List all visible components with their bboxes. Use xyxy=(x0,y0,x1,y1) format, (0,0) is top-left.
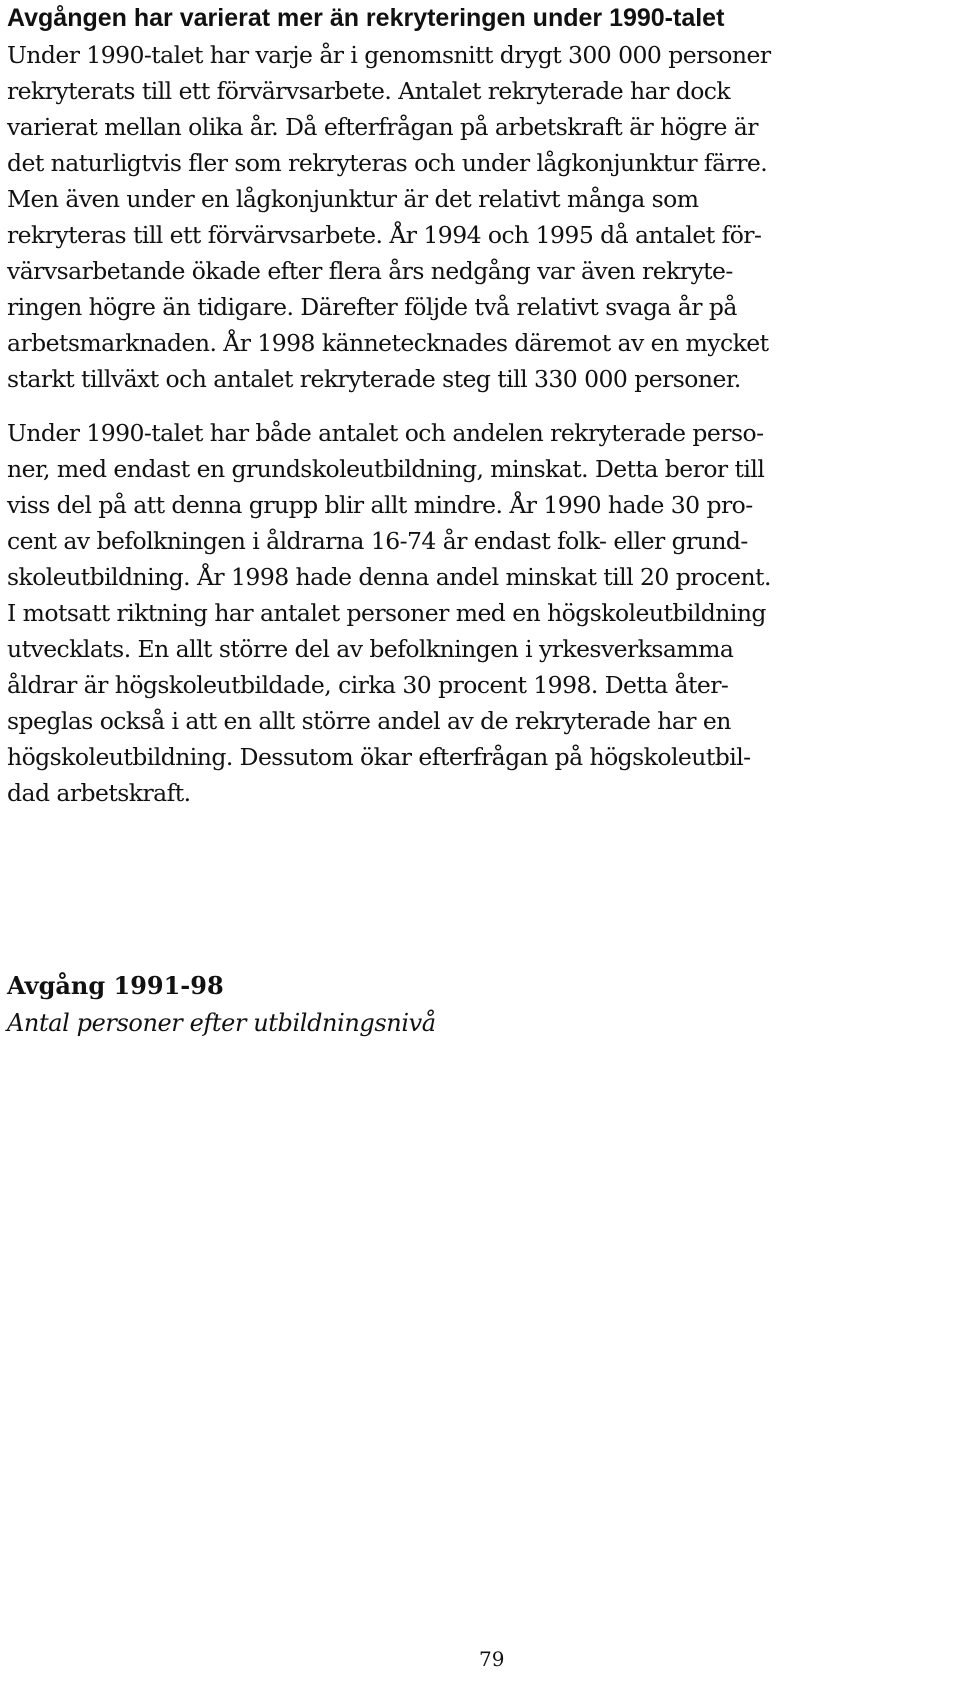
paragraph-line: utvecklats. En allt större del av befolkningen i yrkesverksamma xyxy=(7,635,734,663)
paragraph-line: Men även under en lågkonjunktur är det relativt många som xyxy=(7,185,699,213)
page-heading: Avgången har varierat mer än rekryteringen under 1990-talet xyxy=(7,4,725,32)
paragraph-line: speglas också i att en allt större andel av de rekryterade har en xyxy=(7,707,731,735)
section-subtitle: Antal personer efter utbildningsnivå xyxy=(7,1009,436,1037)
paragraph-line: I motsatt riktning har antalet personer med en högskoleutbildning xyxy=(7,599,766,627)
paragraph-line: Under 1990-talet har varje år i genomsnitt drygt 300 000 personer xyxy=(7,41,771,69)
paragraph-line: starkt tillväxt och antalet rekryterade steg till 330 000 personer. xyxy=(7,365,741,393)
paragraph-line: dad arbetskraft. xyxy=(7,779,191,807)
document-page xyxy=(7,0,957,1700)
paragraph-line: högskoleutbildning. Dessutom ökar efterfrågan på högskoleutbil- xyxy=(7,743,751,771)
paragraph-line: varierat mellan olika år. Då efterfrågan på arbetskraft är högre är xyxy=(7,113,758,141)
paragraph-line: ner, med endast en grundskoleutbildning, minskat. Detta beror till xyxy=(7,455,765,483)
section-title: Avgång 1991-98 xyxy=(7,971,224,1000)
paragraph-line: värvsarbetande ökade efter flera års nedgång var även rekryte- xyxy=(7,257,733,285)
paragraph-line: rekryterats till ett förvärvsarbete. Antalet rekryterade har dock xyxy=(7,77,731,105)
paragraph-line: Under 1990-talet har både antalet och andelen rekryterade perso- xyxy=(7,419,764,447)
paragraph-line: rekryteras till ett förvärvsarbete. År 1994 och 1995 då antalet för- xyxy=(7,221,762,249)
paragraph-line: cent av befolkningen i åldrarna 16-74 år endast folk- eller grund- xyxy=(7,527,748,555)
paragraph-line: ringen högre än tidigare. Därefter följde två relativt svaga år på xyxy=(7,293,737,321)
page-number: 79 xyxy=(479,1647,505,1671)
paragraph-line: viss del på att denna grupp blir allt mindre. År 1990 hade 30 pro- xyxy=(7,491,753,519)
paragraph-line: arbetsmarknaden. År 1998 kännetecknades däremot av en mycket xyxy=(7,329,769,357)
paragraph-line: åldrar är högskoleutbildade, cirka 30 procent 1998. Detta åter- xyxy=(7,671,729,699)
paragraph-line: det naturligtvis fler som rekryteras och under lågkonjunktur färre. xyxy=(7,149,768,177)
paragraph-line: skoleutbildning. År 1998 hade denna andel minskat till 20 procent. xyxy=(7,563,771,591)
